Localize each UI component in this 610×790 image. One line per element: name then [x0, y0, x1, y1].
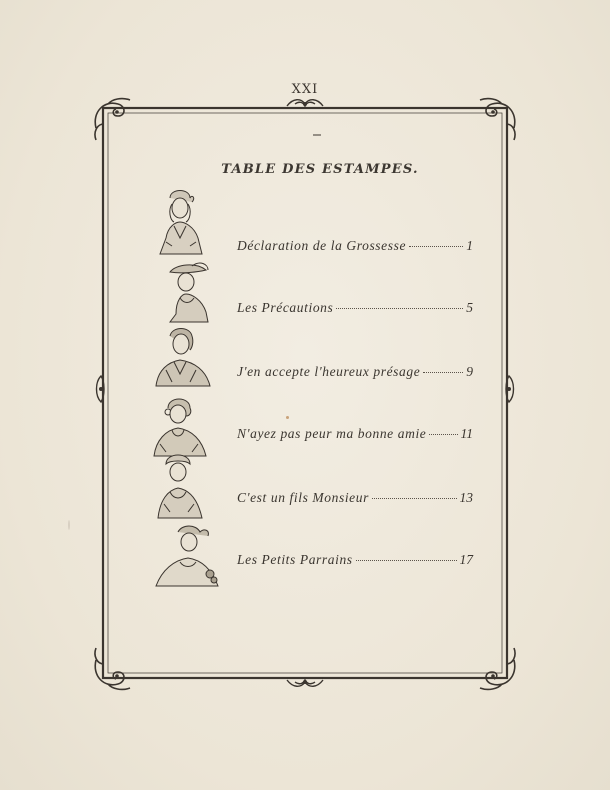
woman-with-feathered-hat-portrait-icon: [162, 262, 216, 324]
contents-entry: [237, 426, 473, 446]
page-title: TABLE DES ESTAMPES.: [221, 162, 419, 177]
entry-title: Les Petits Parrains: [237, 552, 353, 567]
woman-with-bonnet-portrait-icon: [152, 186, 210, 258]
dot-leader: [372, 498, 457, 499]
entry-page-number: 17: [459, 552, 473, 567]
entry-title: Déclaration de la Grossesse: [237, 238, 407, 253]
contents-entry: [237, 552, 473, 572]
contents-entry: [237, 238, 473, 258]
entry-title: Les Précautions: [237, 300, 334, 315]
entry-page-number: 13: [459, 490, 473, 505]
entry-page-number: 5: [466, 300, 473, 315]
dot-leader: [429, 434, 457, 435]
woman-with-cap-portrait-icon: [150, 450, 208, 522]
entry-page-number: 1: [466, 238, 473, 253]
contents-entry: [237, 300, 473, 320]
entry-title: N'ayez pas peur ma bonne amie: [237, 426, 427, 441]
contents-entry: [237, 490, 473, 510]
entry-title: C'est un fils Monsieur: [237, 490, 369, 505]
dot-leader: [409, 246, 463, 247]
entry-title: J'en accepte l'heureux présage: [237, 364, 421, 379]
young-woman-with-flowers-portrait-icon: [152, 522, 228, 592]
foxing-spot: [286, 416, 289, 419]
page-folio: XXI: [291, 82, 319, 97]
foxing-spot: [68, 520, 70, 530]
man-with-wig-portrait-icon: [148, 394, 212, 458]
contents-entry: [237, 364, 473, 384]
dot-leader: [336, 308, 463, 309]
gentleman-portrait-icon: [150, 326, 214, 388]
entry-page-number: 11: [460, 426, 473, 441]
dot-leader: [356, 560, 457, 561]
dot-leader: [423, 372, 463, 373]
entry-page-number: 9: [466, 364, 473, 379]
